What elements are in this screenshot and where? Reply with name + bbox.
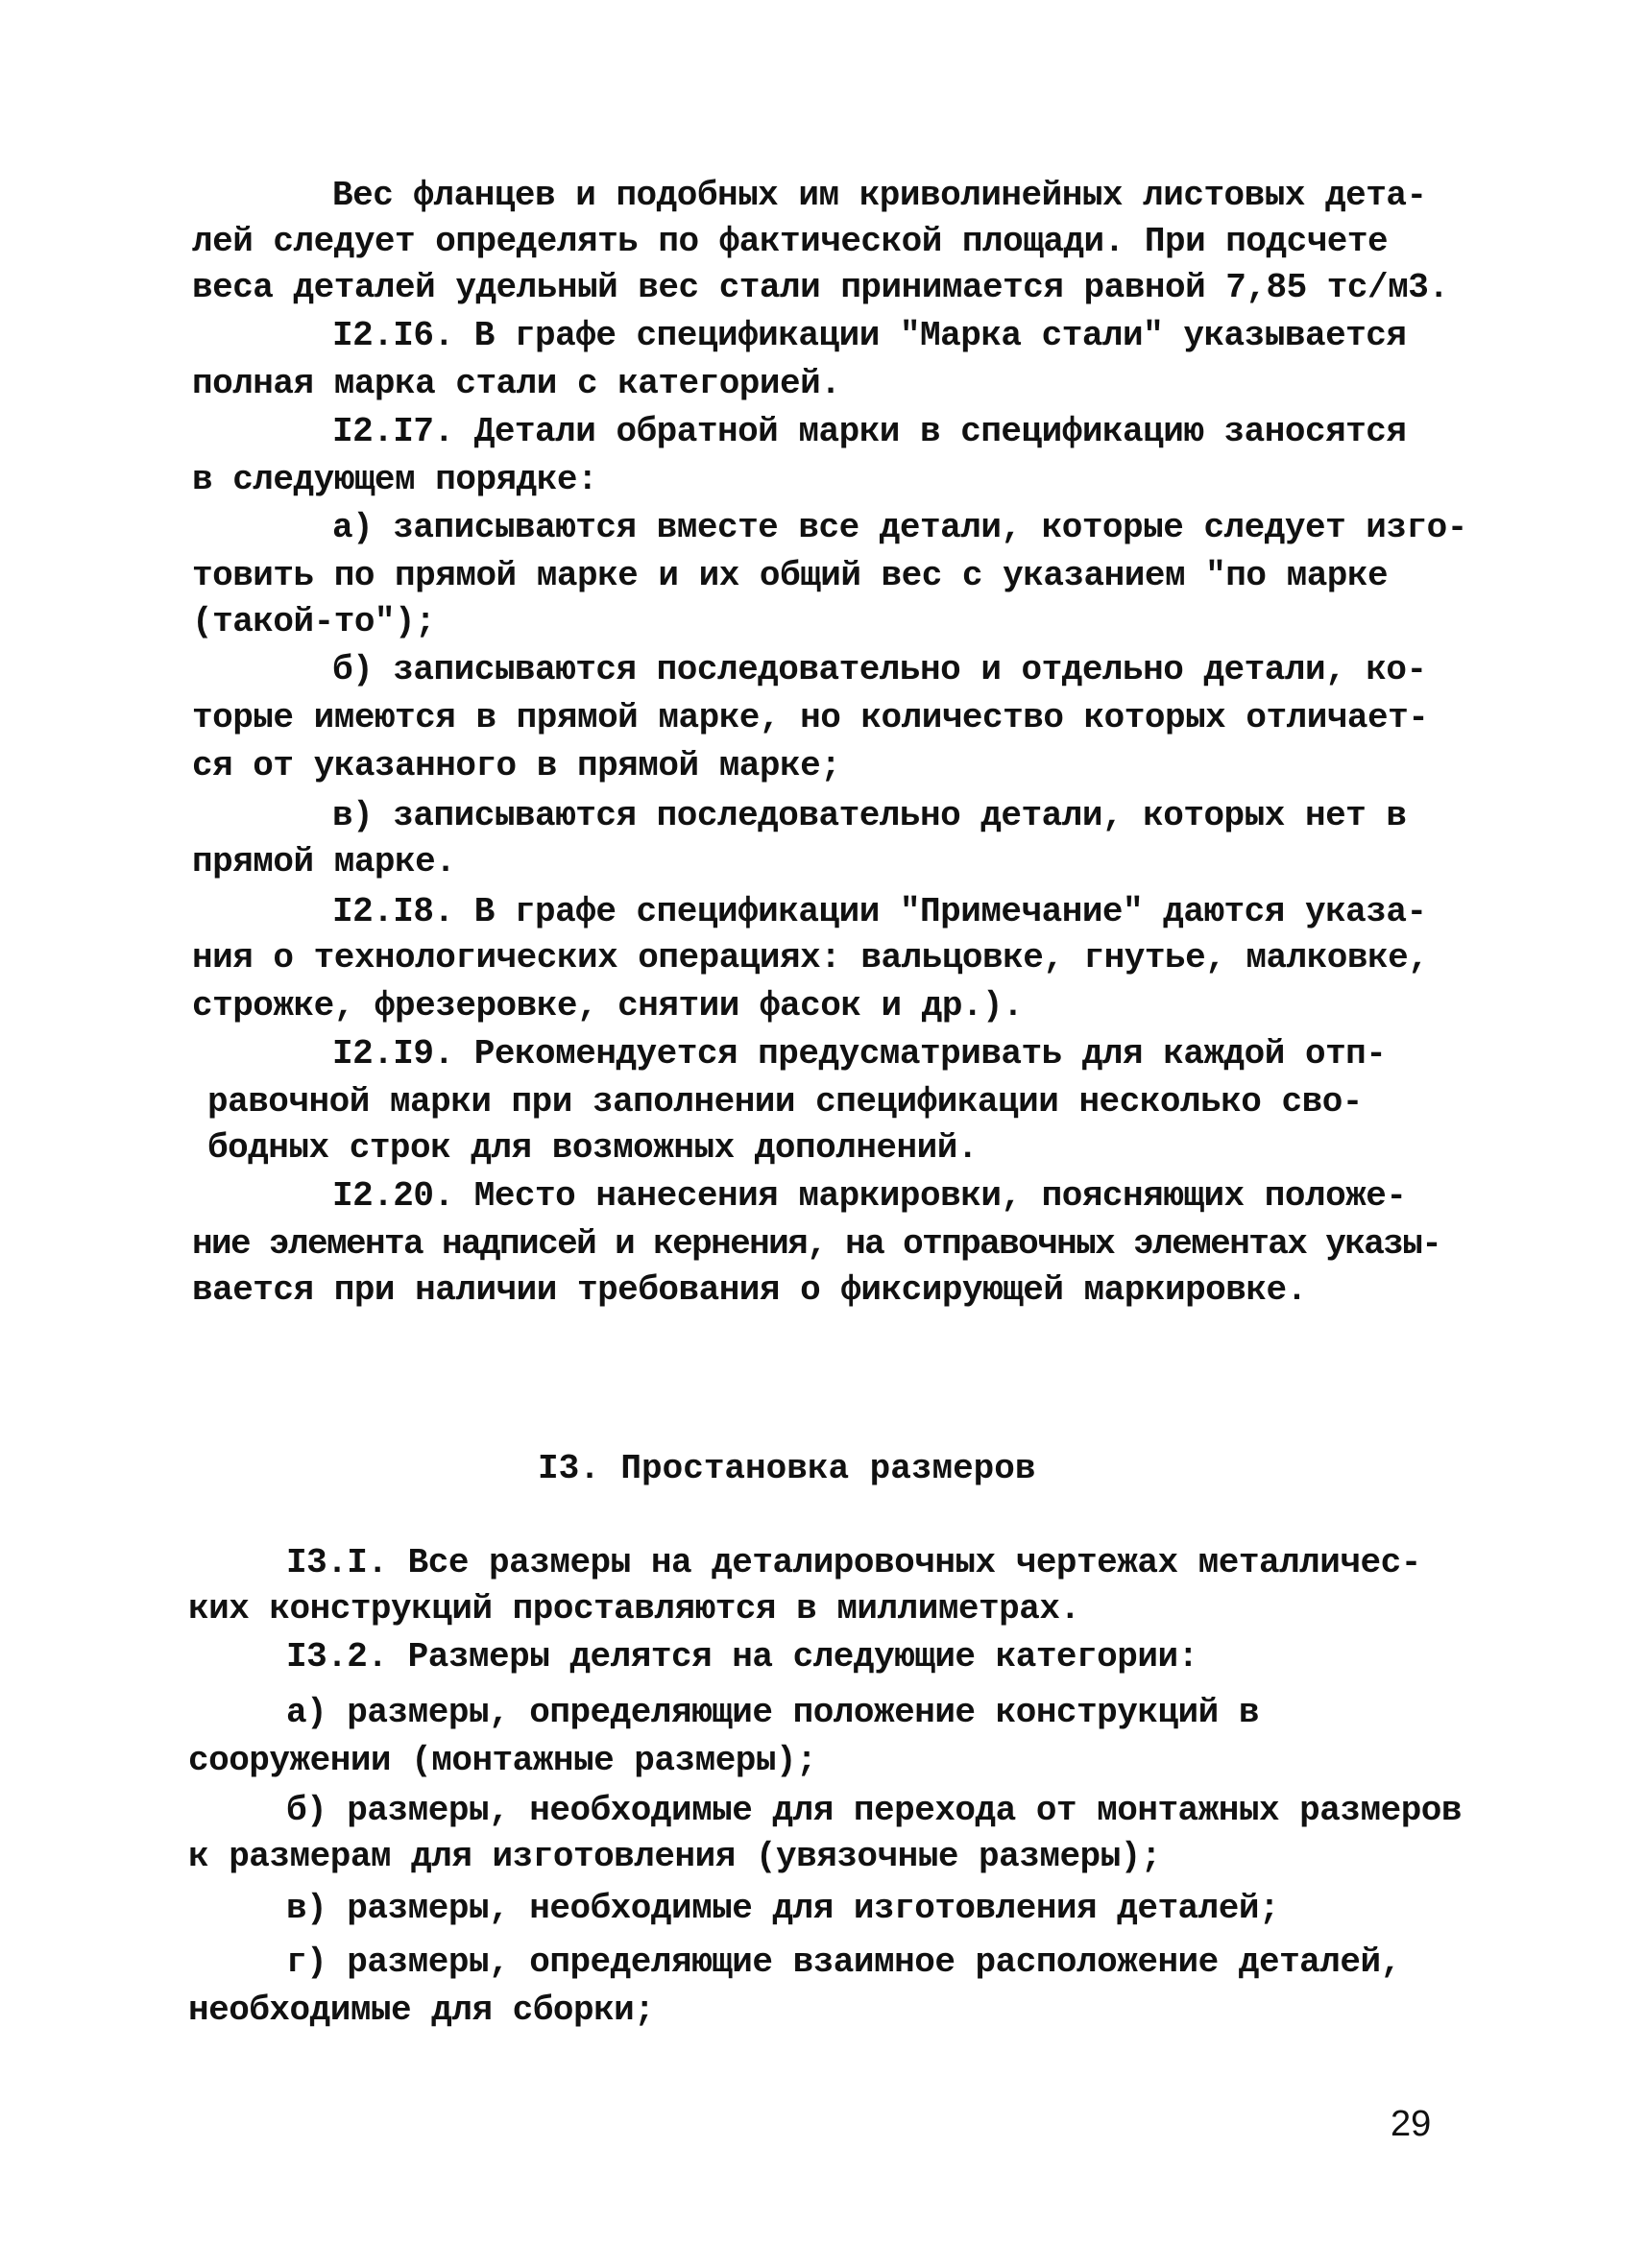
text-line: к размерам для изготовления (увязочные размеры); [188, 1837, 1161, 1876]
text-line: Вес фланцев и подобных им криволинейных листовых дета- [332, 176, 1427, 215]
text-line: I3.I. Все размеры на деталировочных чертежах металличес- [286, 1543, 1421, 1582]
text-line: I2.I9. Рекомендуется предусматривать для каждой отп- [332, 1034, 1387, 1074]
section-heading: I3. Простановка размеров [538, 1449, 1036, 1488]
text-line: I2.I8. В графе спецификации "Примечание" даются указа- [332, 892, 1427, 931]
text-line: ния о технологических операциях: вальцовке, гнутье, малковке, [192, 938, 1429, 977]
text-line: б) размеры, необходимые для перехода от монтажных размеров [286, 1791, 1463, 1830]
text-line: необходимые для сборки; [188, 1991, 655, 2030]
page-number: 29 [1391, 2104, 1432, 2144]
text-line: прямой марке. [192, 842, 456, 881]
text-line: веса деталей удельный вес стали принимается равной 7,85 тс/м3. [192, 268, 1449, 307]
text-line: б) записываются последовательно и отдельно детали, ко- [332, 650, 1427, 689]
text-line: а) размеры, определяющие положение конструкций в [286, 1693, 1259, 1732]
text-line: I2.I6. В графе спецификации "Марка стали" указывается [332, 316, 1407, 355]
text-line: сооружении (монтажные размеры); [188, 1741, 817, 1780]
text-line: ся от указанного в прямой марке; [192, 746, 841, 785]
text-line: г) размеры, определяющие взаимное расположение деталей, [286, 1942, 1401, 1982]
text-line: в) записываются последовательно детали, которых нет в [332, 796, 1407, 835]
text-line: I3.2. Размеры делятся на следующие категории: [286, 1637, 1198, 1677]
text-line: ние элемента надписей и кернения, на отправочных элементах указы- [192, 1224, 1441, 1264]
text-line: (такой-то"); [192, 602, 436, 641]
text-line: в следующем порядке: [192, 460, 598, 499]
text-line: лей следует определять по фактической площади. При подсчете [192, 222, 1389, 261]
text-line: вается при наличии требования о фиксирующей маркировке. [192, 1270, 1307, 1310]
text-line: I2.I7. Детали обратной марки в спецификацию заносятся [332, 412, 1407, 451]
text-line: в) размеры, необходимые для изготовления деталей; [286, 1889, 1280, 1928]
text-line: строжке, фрезеровке, снятии фасок и др.). [192, 986, 1024, 1025]
text-line: равочной марки при заполнении спецификации несколько сво- [207, 1082, 1363, 1122]
text-line: ких конструкций проставляются в миллиметрах. [188, 1589, 1080, 1629]
text-line: полная марка стали с категорией. [192, 364, 841, 403]
text-line: бодных строк для возможных дополнений. [207, 1128, 978, 1168]
text-line: товить по прямой марке и их общий вес с указанием "по марке [192, 556, 1389, 595]
text-line: а) записываются вместе все детали, которые следует изго- [332, 508, 1467, 547]
text-line: торые имеются в прямой марке, но количество которых отличает- [192, 698, 1429, 737]
text-line: I2.20. Место нанесения маркировки, поясняющих положе- [332, 1176, 1407, 1216]
